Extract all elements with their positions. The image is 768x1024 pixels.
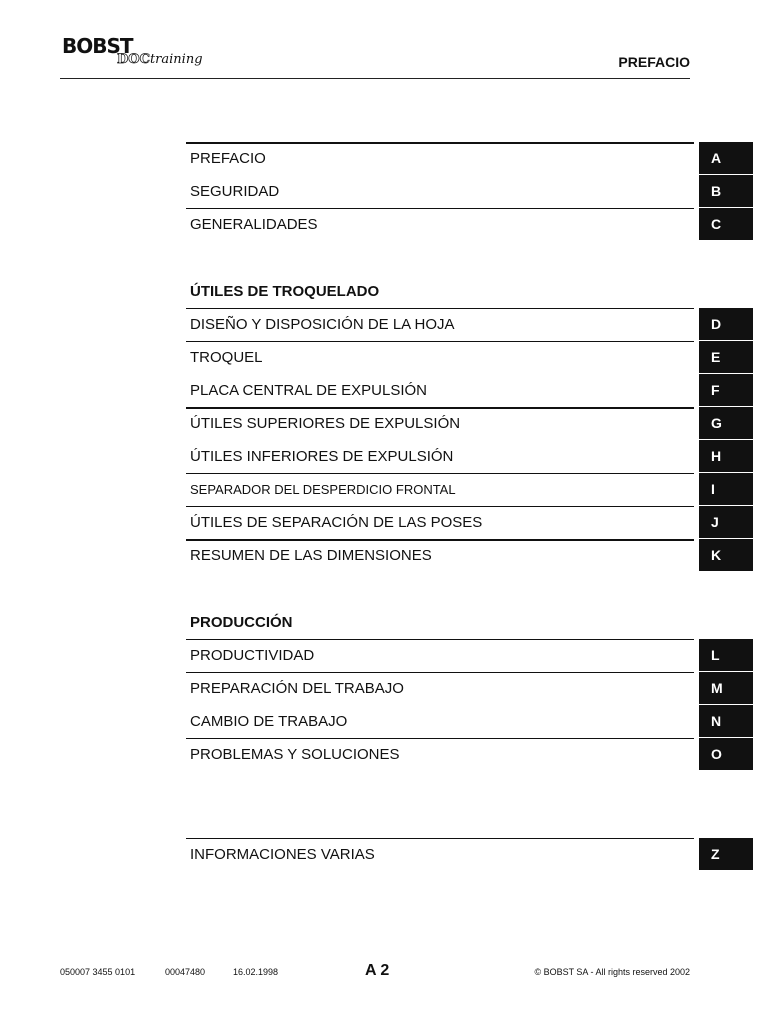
toc-item[interactable] (186, 506, 754, 539)
toc-item[interactable] (186, 539, 754, 572)
toc-item[interactable] (186, 142, 754, 175)
page-header (60, 34, 690, 79)
copyright-text: © BOBST SA - All rights reserved 2002 (534, 967, 690, 977)
toc-item[interactable] (186, 705, 754, 738)
toc-group-utiles (186, 275, 754, 572)
toc-item[interactable] (186, 639, 754, 672)
section-tab-b[interactable]: B (699, 175, 753, 207)
toc-group-general (186, 142, 754, 241)
section-tab-k[interactable]: K (699, 539, 753, 571)
toc-item[interactable] (186, 341, 754, 374)
doctraining-logo: DOCtraining (117, 52, 203, 67)
section-tab-d[interactable]: D (699, 308, 753, 340)
toc-item[interactable] (186, 175, 754, 208)
toc-item[interactable] (186, 672, 754, 705)
toc-item-label: SEPARADOR DEL DESPERDICIO FRONTAL (190, 482, 456, 497)
section-tab-a[interactable]: A (699, 142, 753, 174)
toc-item[interactable] (186, 407, 754, 440)
page-footer (60, 962, 690, 982)
toc-item-label: INFORMACIONES VARIAS (190, 846, 375, 863)
page-number: A 2 (365, 962, 390, 979)
toc-item-label: GENERALIDADES (190, 216, 318, 233)
group-heading: ÚTILES DE TROQUELADO (190, 283, 380, 300)
toc-item-label: ÚTILES SUPERIORES DE EXPULSIÓN (190, 415, 461, 432)
toc-item[interactable] (186, 838, 754, 871)
bobst-logo: BOBST (62, 34, 133, 58)
toc-item[interactable] (186, 440, 754, 473)
doc-number: 050007 3455 0101 (60, 967, 136, 977)
reference-number: 00047480 (165, 967, 206, 977)
toc-group-informaciones (186, 838, 754, 871)
toc-item[interactable] (186, 738, 754, 771)
toc-item-label: PLACA CENTRAL DE EXPULSIÓN (190, 382, 428, 399)
toc-item-label: ÚTILES INFERIORES DE EXPULSIÓN (190, 448, 454, 465)
toc-item-label: DISEÑO Y DISPOSICIÓN DE LA HOJA (190, 316, 455, 333)
toc-item[interactable] (186, 473, 754, 506)
toc-item-label: CAMBIO DE TRABAJO (190, 713, 348, 730)
section-tab-m[interactable]: M (699, 672, 753, 704)
section-tab-g[interactable]: G (699, 407, 753, 439)
table-of-contents (186, 142, 754, 871)
section-tab-o[interactable]: O (699, 738, 753, 770)
section-tab-z[interactable]: Z (699, 838, 753, 870)
toc-item-label: RESUMEN DE LAS DIMENSIONES (190, 547, 432, 564)
toc-item-label: PREFACIO (190, 150, 266, 167)
doc-date: 16.02.1998 (233, 967, 279, 977)
toc-item-label: PREPARACIÓN DEL TRABAJO (190, 680, 404, 697)
toc-item-label: PROBLEMAS Y SOLUCIONES (190, 746, 400, 763)
toc-item[interactable] (186, 208, 754, 241)
section-tab-h[interactable]: H (699, 440, 753, 472)
toc-item-label: ÚTILES DE SEPARACIÓN DE LAS POSES (190, 514, 483, 531)
section-tab-e[interactable]: E (699, 341, 753, 373)
toc-item-label: SEGURIDAD (190, 183, 280, 200)
section-title: PREFACIO (618, 54, 690, 70)
section-tab-i[interactable]: I (699, 473, 753, 505)
section-tab-n[interactable]: N (699, 705, 753, 737)
group-heading: PRODUCCIÓN (190, 614, 293, 631)
section-tab-f[interactable]: F (699, 374, 753, 406)
toc-group-produccion (186, 606, 754, 771)
section-tab-c[interactable]: C (699, 208, 753, 240)
toc-item[interactable] (186, 308, 754, 341)
section-tab-l[interactable]: L (699, 639, 753, 671)
toc-item-label: PRODUCTIVIDAD (190, 647, 315, 664)
toc-item-label: TROQUEL (190, 349, 263, 366)
toc-item[interactable] (186, 374, 754, 407)
section-tab-j[interactable]: J (699, 506, 753, 538)
